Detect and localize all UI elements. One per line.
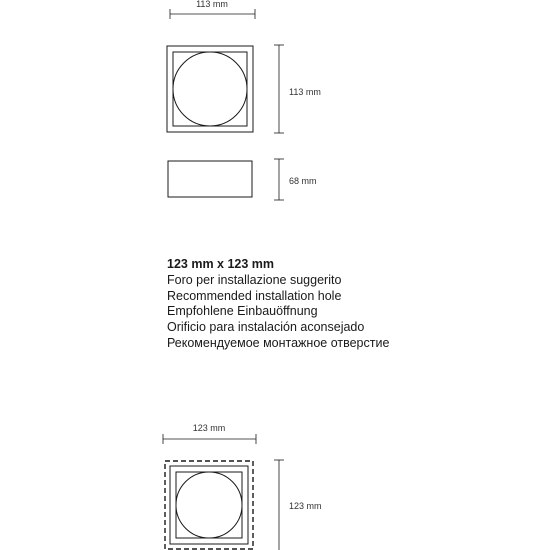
hole-width-label: 123 mm [192,423,226,433]
side-height-dimension [274,159,284,200]
info-line-italian: Foro per installazione suggerito [167,272,342,287]
top-height-label: 113 mm [289,87,321,97]
info-line-german: Empfohlene Einbauöffnung [167,304,318,319]
side-view-fixture [168,161,252,197]
side-height-label: 68 mm [289,176,317,186]
hole-view-fixture [165,461,253,549]
hole-height-dimension [274,460,284,550]
info-line-spanish: Orificio para instalación aconsejado [167,320,365,335]
top-width-label: 113 mm [196,0,228,9]
top-height-dimension [274,45,284,133]
hole-width-dimension [163,434,256,444]
installation-info [167,257,537,352]
hole-height-label: 123 mm [289,501,322,511]
info-line-russian: Рекомендуемое монтажное отверстие [167,335,390,350]
top-view-fixture [167,46,253,132]
top-width-dimension [170,9,255,19]
info-line-english: Recommended installation hole [167,288,342,303]
hole-size-title: 123 mm x 123 mm [167,257,275,271]
